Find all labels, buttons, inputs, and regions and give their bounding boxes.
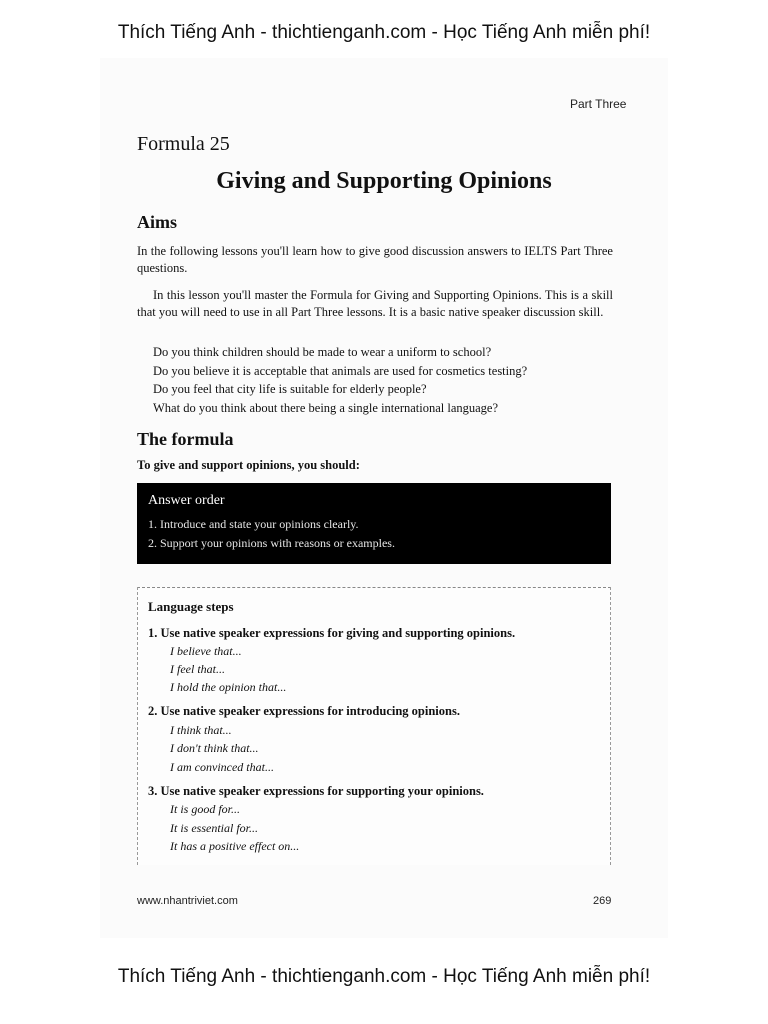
page-number: 269 xyxy=(593,895,612,907)
bottom-banner: Thích Tiếng Anh - thichtienganh.com - Học Tiếng Anh miễn phí! xyxy=(117,966,651,987)
formula-heading: The formula xyxy=(137,429,234,449)
formula-intro: To give and support opinions, you should: xyxy=(137,458,360,472)
aims-paragraph-1: In the following lessons you'll learn how to give good discussion answers to IELTS Part Three questions. xyxy=(137,244,613,275)
question-item: Do you think children should be made to wear a uniform to school? xyxy=(153,345,492,359)
language-steps-title: Language steps xyxy=(148,599,234,614)
language-step-3: 3. Use native speaker expressions for supporting your opinions. xyxy=(148,784,484,798)
example-phrase: I think that... xyxy=(170,723,232,737)
top-banner: Thích Tiếng Anh - thichtienganh.com - Học Tiếng Anh miễn phí! xyxy=(117,22,651,43)
answer-order-title: Answer order xyxy=(148,493,225,508)
example-questions xyxy=(153,343,527,417)
example-phrase: I feel that... xyxy=(170,662,225,676)
example-phrase: I hold the opinion that... xyxy=(170,680,287,694)
formula-number: Formula 25 xyxy=(137,133,230,155)
example-phrase: I don't think that... xyxy=(170,741,259,755)
language-step-2: 2. Use native speaker expressions for introducing opinions. xyxy=(148,704,460,718)
language-steps-box xyxy=(137,587,611,865)
page-title: Giving and Supporting Opinions xyxy=(216,168,552,194)
aims-paragraph-2: In this lesson you'll master the Formula for Giving and Supporting Opinions. This is a skill that you will need to use in all Part Three lessons. It is a basic native speaker discussion skill. xyxy=(137,288,613,319)
example-phrase: It is essential for... xyxy=(170,821,259,835)
question-item: Do you believe it is acceptable that animals are used for cosmetics testing? xyxy=(153,363,528,378)
footer-url: www.nhantriviet.com xyxy=(137,895,238,907)
example-phrase: I am convinced that... xyxy=(170,760,274,774)
question-item: Do you feel that city life is suitable for elderly people? xyxy=(153,382,427,396)
part-label: Part Three xyxy=(570,97,627,111)
example-phrase: I believe that... xyxy=(170,644,242,658)
aims-heading: Aims xyxy=(137,212,177,232)
example-phrase: It is good for... xyxy=(170,802,241,816)
answer-order-box xyxy=(137,483,611,564)
example-phrase: It has a positive effect on... xyxy=(170,839,300,853)
question-item: What do you think about there being a single international language? xyxy=(153,400,499,415)
language-step-1: 1. Use native speaker expressions for giving and supporting opinions. xyxy=(148,626,516,640)
answer-order-item: 2. Support your opinions with reasons or examples. xyxy=(148,536,395,550)
answer-order-item: 1. Introduce and state your opinions clearly. xyxy=(148,517,359,531)
